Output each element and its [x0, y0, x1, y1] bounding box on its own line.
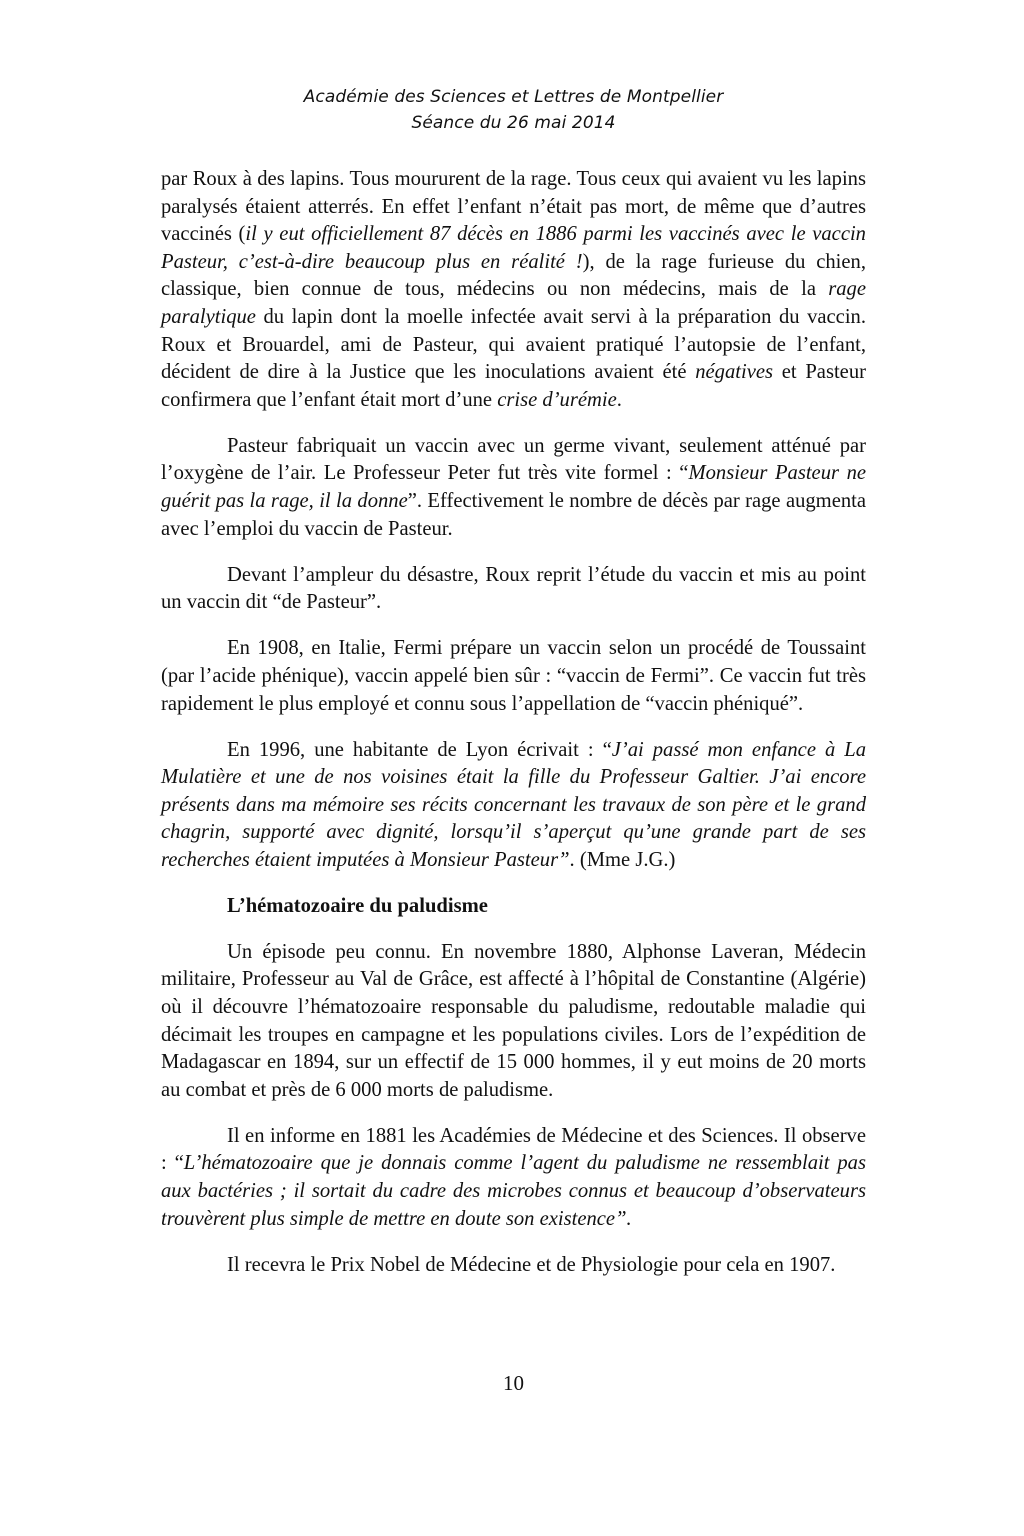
text-run: En 1996, une habitante de Lyon écrivait : “ [227, 738, 612, 761]
text-run: du lapin dont la moelle infectée avait servi à la préparation du vaccin. Roux et Brouardel, ami de Pasteur, qui avaient pratiqué l’autopsie de l’enfant, décident de dire à la Justice que les inoculations avaient été [161, 305, 866, 384]
text-run: En 1908, en Italie, Fermi prépare un vaccin selon un procédé de Toussaint (par l’acide phénique), vaccin appelé bien sûr : “vaccin de Fermi”. Ce vaccin fut très rapidement le plus employé et connu sous l’appellation de “vaccin phéniqué”. [161, 637, 866, 715]
text-run: ), de la rage furieuse du chien, classique, bien connue de tous, médecins ou non médecins, mais de la [161, 250, 866, 301]
text-run: et Pasteur confirmera que l’enfant était mort d’une [161, 361, 866, 411]
italic-text: J’ai passé mon enfance à La Mulatière et une de nos voisines était la fille du Professeur Galtier. J’ai encore présents dans ma mémoire ses récits concernant les travaux de son père et le grand chagrin, supporté avec dignité, lorsqu’il s’aperçut qu’une grande part de ses recherches étaient imputées à Monsieur Pasteur” [161, 738, 866, 872]
header-session-date: Séance du 26 mai 2014 [411, 113, 616, 133]
text-run: par Roux à des lapins. Tous moururent de la rage. Tous ceux qui avaient vu les lapins paralysés étaient atterrés. En effet l’enfant n’était pas mort, de même que d’autres vaccinés ( [161, 168, 866, 246]
italic-text: rage paralytique [161, 278, 866, 328]
text-run: Un épisode peu connu. En novembre 1880, Alphonse Laveran, Médecin militaire, Professeur au Val de Grâce, est affecté à l’hôpital de Constantine (Algérie) où il découvre l’hématozoaire responsable du paludisme, redoutable maladie qui décimait les troupes en campagne et les populations civiles. Lors de l’expédition de Madagascar en 1894, sur un effectif de 15 000 hommes, il y eut moins de 20 morts au combat et près de 6 000 morts de paludisme. [161, 940, 866, 1101]
text-run: ”. Effectivement le nombre de décès par rage augmenta avec l’emploi du vaccin de Pasteur. [161, 490, 866, 540]
text-run: . (Mme J.G.) [569, 849, 676, 872]
paragraph [161, 635, 866, 718]
paragraph [161, 737, 866, 875]
page-number: 10 [503, 1371, 524, 1395]
italic-text: négatives [695, 361, 773, 384]
text-run: Devant l’ampleur du désastre, Roux reprit l’étude du vaccin et mis au point un vaccin dit “de Pasteur”. [161, 563, 866, 614]
text-run: Il recevra le Prix Nobel de Médecine et de Physiologie pour cela en 1907. [227, 1253, 836, 1276]
paragraph [161, 1252, 866, 1280]
italic-text: il y eut officiellement 87 décès en 1886 parmi les vaccinés avec le vaccin Pasteur, c’est-à-dire beaucoup plus en réalité ! [161, 223, 866, 273]
paragraph [161, 1123, 866, 1233]
paragraph [161, 939, 866, 1105]
paragraph [161, 562, 866, 617]
text-run: Pasteur fabriquait un vaccin avec un germe vivant, seulement atténué par l’oxygène de l’air. Le Professeur Peter fut très vite formel : “ [161, 434, 866, 485]
paragraph [161, 166, 866, 414]
italic-text: crise d’urémie [497, 388, 617, 411]
page-header [161, 84, 866, 136]
text-run: L’hématozoaire du paludisme [227, 895, 488, 918]
document-body [161, 166, 866, 1298]
text-run: Il en informe en 1881 les Académies de Médecine et des Sciences. Il observe : “ [161, 1124, 866, 1175]
header-academy-title: Académie des Sciences et Lettres de Montpellier [303, 87, 724, 107]
italic-text: L’hématozoaire que je donnais comme l’agent du paludisme ne ressemblait pas aux bactéries ; il sortait du cadre des microbes connus et beaucoup d’observateurs trouvèrent plus simple de mettre en doute son existence”. [161, 1152, 866, 1230]
italic-text: Monsieur Pasteur ne guérit pas la rage, il la donne [161, 462, 867, 513]
section-heading [227, 893, 866, 921]
text-run: . [616, 388, 622, 411]
paragraph [161, 433, 866, 543]
